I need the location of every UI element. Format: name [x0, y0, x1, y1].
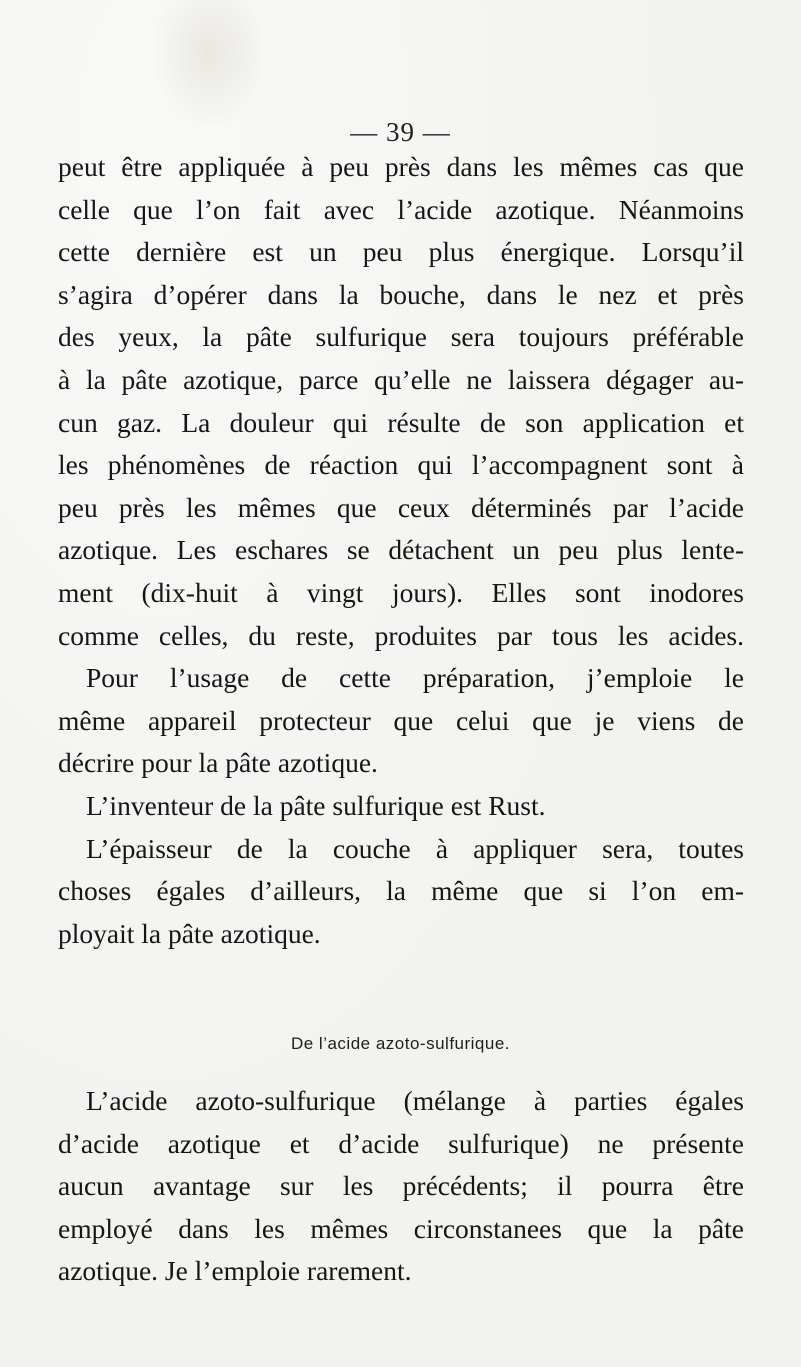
text-line: des yeux, la pâte sulfurique sera toujours préférable — [58, 321, 744, 353]
text-line: ment (dix-huit à vingt jours). Elles sont inodores — [58, 576, 744, 608]
text-line: L’inventeur de la pâte sulfurique est Rust. — [86, 789, 546, 821]
text-line: Pour l’usage de cette préparation, j’emploie le — [86, 662, 744, 694]
text-line: peut être appliquée à peu près dans les mêmes cas que — [58, 151, 744, 182]
page-number: — 39 — — [350, 117, 451, 147]
text-line: décrire pour la pâte azotique. — [58, 747, 378, 779]
text-line: cun gaz. La douleur qui résulte de son application et — [58, 406, 744, 438]
text-line: d’acide azotique et d’acide sulfurique) ne présente — [58, 1127, 744, 1159]
paragraph-body — [58, 146, 744, 955]
text-line: peu près les mêmes que ceux déterminés par l’acide — [58, 491, 744, 523]
text-line: même appareil protecteur que celui que je viens de — [58, 704, 744, 736]
text-line: ployait la pâte azotique. — [58, 917, 321, 949]
text-line: s’agira d’opérer dans la bouche, dans le nez et près — [58, 278, 744, 310]
text-line: à la pâte azotique, parce qu’elle ne laissera dégager au- — [58, 363, 744, 395]
paragraph-body — [58, 1080, 744, 1293]
text-line: azotique. Je l’emploie rarement. — [58, 1255, 412, 1287]
text-line: les phénomènes de réaction qui l’accompagnent sont à — [58, 449, 744, 481]
text-line: cette dernière est un peu plus énergique. Lorsqu’il — [58, 236, 744, 268]
text-line: azotique. Les eschares se détachent un peu plus lente- — [58, 534, 744, 566]
text-line: celle que l’on fait avec l’acide azotique. Néanmoins — [58, 193, 744, 225]
text-line: comme celles, du reste, produites par tous les acides. — [58, 619, 744, 651]
paper-stain — [150, 0, 270, 130]
text-line: L’acide azoto-sulfurique (mélange à parties égales — [86, 1085, 744, 1116]
text-line: choses égales d’ailleurs, la même que si l’on em- — [58, 875, 744, 907]
text-line: aucun avantage sur les précédents; il pourra être — [58, 1170, 744, 1202]
text-line: L’épaisseur de la couche à appliquer sera, toutes — [86, 832, 744, 864]
section-heading: De l’acide azoto-sulfurique. — [290, 1034, 511, 1053]
text-line: employé dans les mêmes circonstanees que la pâte — [58, 1212, 744, 1244]
